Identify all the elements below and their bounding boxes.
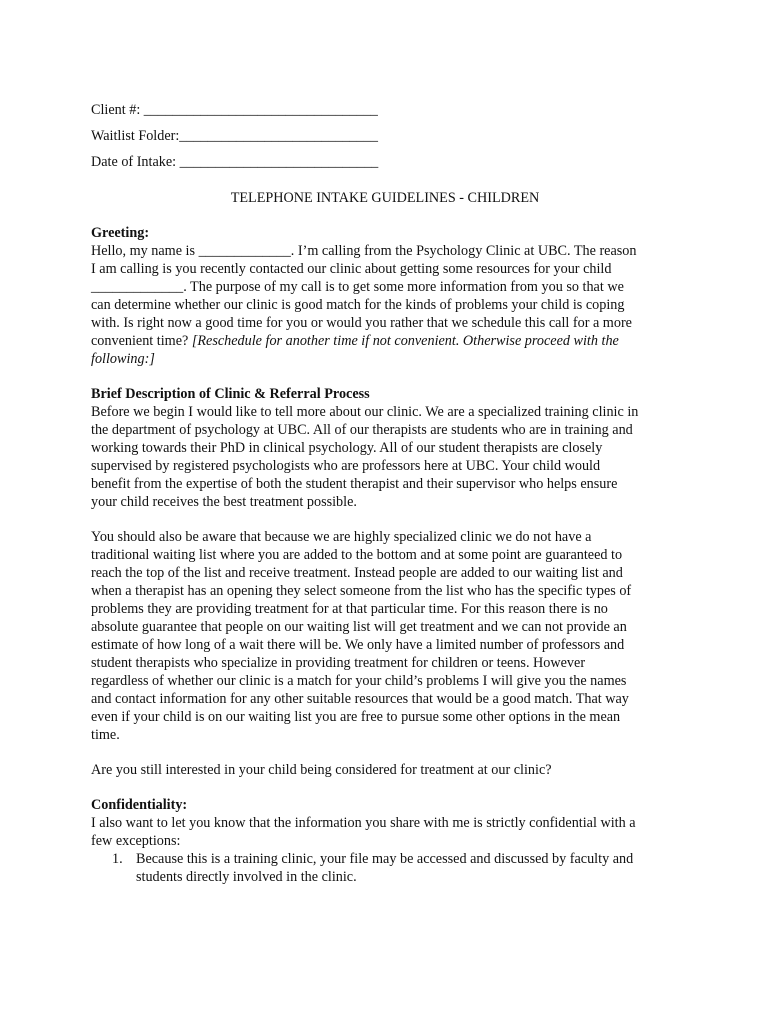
document-title: TELEPHONE INTAKE GUIDELINES - CHILDREN — [230, 190, 540, 206]
greeting-line: with. Is right now a good time for you or would you rather that we schedule this call for a more — [91, 315, 632, 331]
waitlist-folder-field: Waitlist Folder:____________________________ — [91, 128, 378, 144]
confidentiality-line: few exceptions: — [91, 833, 181, 849]
date-of-intake-field: Date of Intake: ____________________________ — [91, 154, 379, 170]
greeting-line-mixed — [91, 332, 619, 350]
waitlist-paragraph-line: absolute guarantee that people on our waiting list will get treatment and we can not provide an — [91, 619, 627, 635]
list-item-line: students directly involved in the clinic. — [136, 869, 357, 885]
waitlist-paragraph-line: traditional waiting list where you are added to the bottom and at some point are guaranteed to — [91, 547, 623, 563]
waitlist-paragraph-line: even if your child is on our waiting list you are free to pursue some other options in the mean — [91, 709, 621, 725]
list-item-line: Because this is a training clinic, your file may be accessed and discussed by faculty and — [136, 851, 634, 867]
clinic-heading: Brief Description of Clinic & Referral Process — [91, 386, 370, 402]
greeting-instruction: [Reschedule for another time if not convenient. Otherwise proceed with the — [191, 333, 619, 349]
waitlist-paragraph-line: problems they are providing treatment for at that particular time. For this reason there is no — [91, 601, 608, 617]
greeting-instruction-end: following:] — [91, 351, 155, 367]
greeting-line: _____________. The purpose of my call is to get some more information from you so that we — [91, 279, 624, 295]
waitlist-paragraph-line: student therapists who specialize in providing treatment for children or teens. However — [91, 655, 586, 671]
clinic-paragraph-line: benefit from the expertise of both the student therapist and their supervisor who helps ensure — [91, 476, 618, 492]
greeting-heading: Greeting: — [91, 225, 150, 241]
interest-question: Are you still interested in your child being considered for treatment at our clinic? — [91, 762, 552, 778]
clinic-paragraph-line: working towards their PhD in clinical psychology. All of our student therapists are closely — [91, 440, 603, 456]
clinic-paragraph-line: Before we begin I would like to tell more about our clinic. We are a specialized training clinic in — [91, 404, 639, 420]
waitlist-paragraph-line: regardless of whether our clinic is a match for your child’s problems I will give you the names — [91, 673, 627, 689]
clinic-paragraph-line: your child receives the best treatment possible. — [91, 494, 357, 510]
clinic-paragraph-line: supervised by registered psychologists who are professors here at UBC. Your child would — [91, 458, 601, 474]
clinic-paragraph-line: the department of psychology at UBC. All of our therapists are students who are in training and — [91, 422, 633, 438]
waitlist-paragraph-line: when a therapist has an opening they select someone from the list who has the specific types of — [91, 583, 632, 599]
confidentiality-line: I also want to let you know that the information you share with me is strictly confidential with a — [91, 815, 636, 831]
greeting-plain-text: convenient time? — [91, 333, 192, 349]
waitlist-paragraph-line: time. — [91, 727, 120, 743]
waitlist-paragraph-line: reach the top of the list and receive treatment. Instead people are added to our waiting list and — [91, 565, 623, 581]
waitlist-paragraph-line: You should also be aware that because we are highly specialized clinic we do not have a — [91, 529, 592, 545]
client-number-field: Client #: _________________________________ — [91, 102, 378, 118]
confidentiality-heading: Confidentiality: — [91, 797, 188, 813]
greeting-line: Hello, my name is _____________. I’m calling from the Psychology Clinic at UBC. The reason — [91, 243, 637, 259]
greeting-line: can determine whether our clinic is good match for the kinds of problems your child is coping — [91, 297, 625, 313]
greeting-line: I am calling is you recently contacted our clinic about getting some resources for your child — [91, 261, 612, 277]
waitlist-paragraph-line: estimate of how long of a wait there will be. We only have a limited number of professors and — [91, 637, 625, 653]
waitlist-paragraph-line: and contact information for any other suitable resources that would be a good match. That way — [91, 691, 629, 707]
list-item-number: 1. — [112, 851, 123, 867]
